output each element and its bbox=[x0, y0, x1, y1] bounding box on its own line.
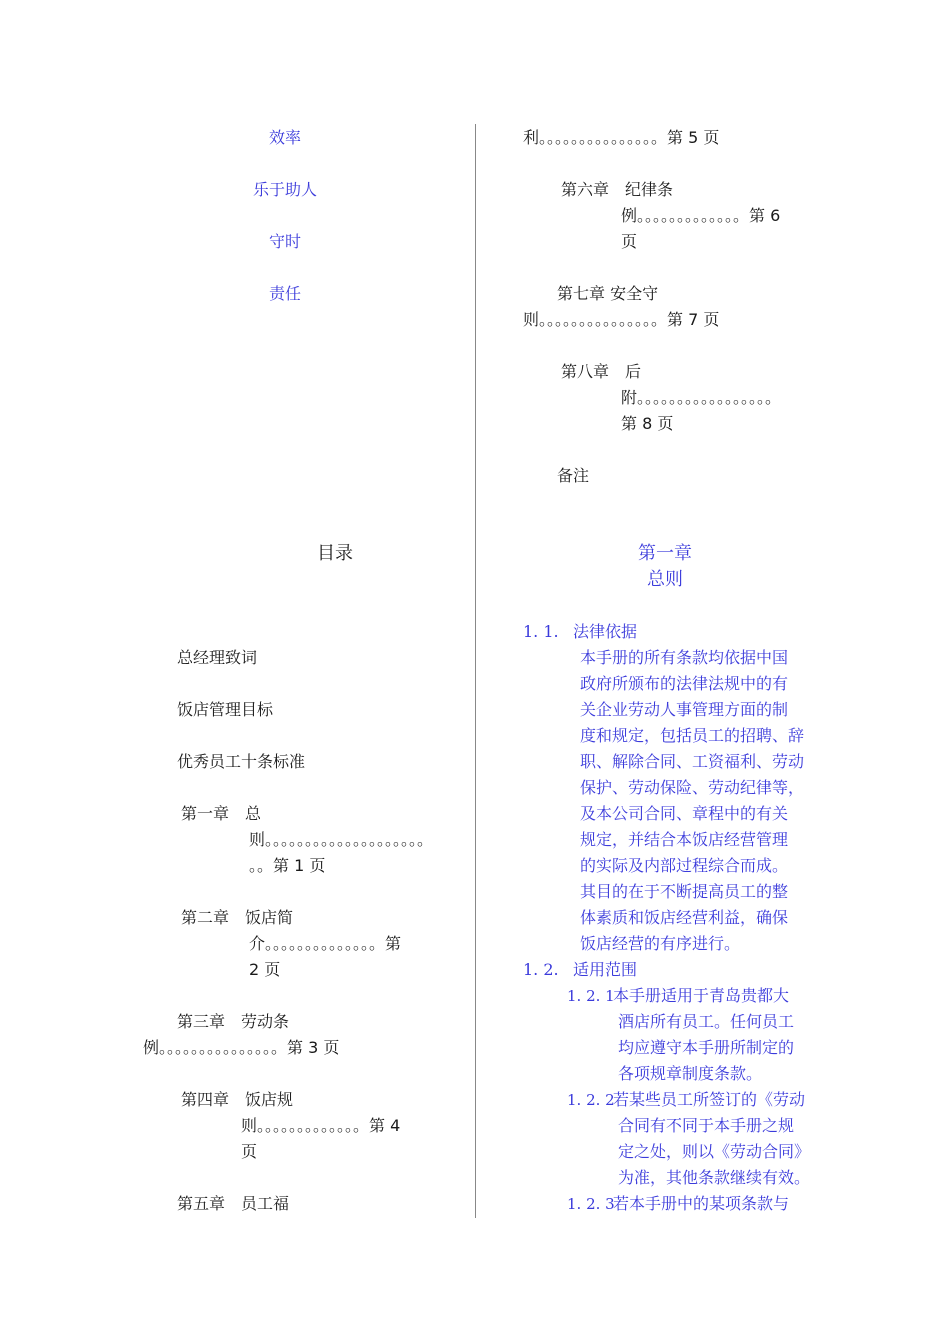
body-line: 均应遵守本手册所制定的 bbox=[618, 1038, 795, 1057]
section-1-1-number: 1. 1. bbox=[523, 622, 559, 641]
body-line: 关企业劳动人事管理方面的制 bbox=[580, 700, 789, 719]
body-line: 本手册适用于青岛贵都大 bbox=[613, 986, 790, 1005]
value-responsibility: 责任 bbox=[268, 284, 302, 303]
toc-ch6-leader: 例。。。。。。。。。。。。。第 6 bbox=[621, 206, 781, 225]
body-line: 度和规定，包括员工的招聘、辞 bbox=[580, 726, 805, 745]
section-1-2-number: 1. 2. bbox=[523, 960, 559, 979]
body-line: 若本手册中的某项条款与 bbox=[613, 1194, 790, 1213]
toc-ch5-leader: 利。。。。。。。。。。。。。。。第 5 页 bbox=[523, 128, 720, 147]
body-line: 职、解除合同、工资福利、劳动 bbox=[580, 752, 805, 771]
column-divider bbox=[475, 124, 476, 1218]
toc-ch3-leader: 例。。。。。。。。。。。。。。。第 3 页 bbox=[143, 1038, 340, 1057]
body-line: 体素质和饭店经营利益，确保 bbox=[580, 908, 789, 927]
section-1-1-body bbox=[580, 645, 820, 957]
body-line: 政府所颁布的法律法规中的有 bbox=[580, 674, 789, 693]
toc-ch7-heading: 第七章 安全守 bbox=[557, 284, 659, 303]
chapter-subtitle: 总则 bbox=[647, 569, 683, 590]
toc-ch8-leader: 附。。。。。。。。。。。。。。。。。 bbox=[621, 388, 782, 407]
toc-ch6-page: 页 bbox=[621, 232, 638, 251]
toc-ch4-heading: 第四章 饭店规 bbox=[181, 1090, 294, 1109]
section-1-2-1-body bbox=[613, 983, 823, 1087]
section-1-2-title: 适用范围 bbox=[573, 960, 638, 979]
toc-ch4-leader: 则。。。。。。。。。。。。。第 4 bbox=[241, 1116, 401, 1135]
body-line: 的实际及内部过程综合而成。 bbox=[580, 856, 789, 875]
toc-ch8-heading: 第八章 后 bbox=[561, 362, 642, 381]
toc-remarks: 备注 bbox=[557, 466, 590, 485]
value-efficiency: 效率 bbox=[268, 128, 302, 147]
toc-ch4-page: 页 bbox=[241, 1142, 258, 1161]
toc-ch1-heading: 第一章 总 bbox=[181, 804, 262, 823]
toc-ch6-heading: 第六章 纪律条 bbox=[561, 180, 674, 199]
body-line: 本手册的所有条款均依据中国 bbox=[580, 648, 789, 667]
body-line: 为准，其他条款继续有效。 bbox=[618, 1168, 811, 1187]
toc-ch2-leader: 介。。。。。。。。。。。。。。第 bbox=[249, 934, 402, 953]
body-line: 合同有不同于本手册之规 bbox=[618, 1116, 795, 1135]
body-line: 及本公司合同、章程中的有关 bbox=[580, 804, 789, 823]
chapter-title: 第一章 bbox=[638, 543, 692, 564]
toc-ch2-page: 2 页 bbox=[249, 960, 281, 979]
section-1-2-3-number: 1. 2. 3 bbox=[567, 1195, 615, 1213]
body-line: 规定，并结合本饭店经营管理 bbox=[580, 830, 789, 849]
toc-ch1-leader: 则。。。。。。。。。。。。。。。。。。。。 bbox=[249, 830, 434, 849]
toc-item-mgmt-goals: 饭店管理目标 bbox=[177, 700, 274, 719]
body-line: 饭店经营的有序进行。 bbox=[580, 934, 741, 953]
body-line: 其目的在于不断提高员工的整 bbox=[580, 882, 789, 901]
section-1-2-1-number: 1. 2. 1 bbox=[567, 987, 615, 1005]
section-1-1-title: 法律依据 bbox=[573, 622, 638, 641]
body-line: 定之处，则以《劳动合同》 bbox=[618, 1142, 811, 1161]
toc-item-ten-standards: 优秀员工十条标准 bbox=[177, 752, 306, 771]
body-line: 各项规章制度条款。 bbox=[618, 1064, 763, 1083]
toc-title: 目录 bbox=[317, 543, 353, 564]
toc-ch7-leader: 则。。。。。。。。。。。。。。。第 7 页 bbox=[523, 310, 720, 329]
value-punctual: 守时 bbox=[268, 232, 302, 251]
toc-item-gm-speech: 总经理致词 bbox=[177, 648, 258, 667]
section-1-2-3-body bbox=[613, 1191, 823, 1217]
toc-ch5-heading: 第五章 员工福 bbox=[177, 1194, 290, 1213]
toc-ch2-heading: 第二章 饭店简 bbox=[181, 908, 294, 927]
body-line: 保护、劳动保险、劳动纪律等， bbox=[580, 778, 805, 797]
body-line: 若某些员工所签订的《劳动 bbox=[613, 1090, 806, 1109]
section-1-2-2-number: 1. 2. 2 bbox=[567, 1091, 615, 1109]
toc-ch8-page: 第 8 页 bbox=[621, 414, 674, 433]
value-helpful: 乐于助人 bbox=[252, 180, 318, 199]
section-1-2-2-body bbox=[613, 1087, 823, 1191]
toc-ch3-heading: 第三章 劳动条 bbox=[177, 1012, 290, 1031]
toc-ch1-page: 。。第 1 页 bbox=[249, 856, 326, 875]
body-line: 酒店所有员工。任何员工 bbox=[618, 1012, 795, 1031]
